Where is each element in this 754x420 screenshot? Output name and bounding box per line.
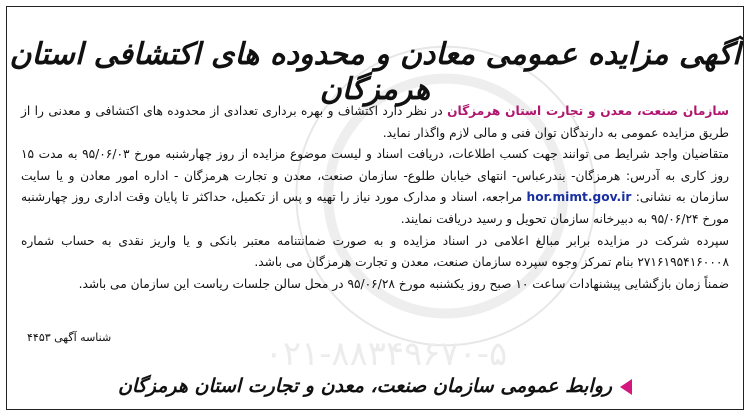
notice-body xyxy=(21,101,729,295)
notice-title: آگهی مزایده عمومی معادن و محدوده های اکتشافی استان هرمزگان xyxy=(9,37,741,107)
watermark-phone: ۰۲۱-۸۸۳۴۹۶۷۰-۵ xyxy=(264,334,508,374)
paragraph-4: ضمناً زمان بازگشایی پیشنهادات ساعت ۱۰ صبح روز یکشنبه مورخ ۹۵/۰۶/۲۸ در محل سالن جلسات ریاست این سازمان می باشد. xyxy=(78,276,729,291)
notice-frame xyxy=(6,6,744,410)
paragraph-2-text-b: مراجعه، اسناد و مدارک مورد نیاز را تهیه و پس از تکمیل، حداکثر تا پایان وقت اداری روز چهارشنبه مورخ ۹۵/۰۶/۲۴ به دبیرخانه سازمان تحویل و رسید دریافت نمایند. xyxy=(21,190,729,226)
arrow-left-icon xyxy=(620,379,632,395)
paragraph-2 xyxy=(21,144,729,230)
paragraph-3: سپرده شرکت در مزایده برابر مبالغ اعلامی در اسناد مزایده و به صورت ضمانتنامه معتبر بانکی و یا واریز نقدی به حساب شماره ۲۷۱۶۱۹۵۴۱۶۰۰۰۸ بنام تمرکز وجوه سپرده سازمان صنعت، معدن و تجارت هرمزگان می باشد. xyxy=(21,233,729,270)
org-name: سازمان صنعت، معدن و تجارت استان هرمزگان xyxy=(447,104,729,118)
footer-text: روابط عمومی سازمان صنعت، معدن و تجارت استان هرمزگان xyxy=(117,375,613,397)
footer-signature xyxy=(7,375,743,397)
paragraph-1-text: در نظر دارد اکتشاف و بهره برداری تعدادی از محدوده های اکتشافی و معدنی را از طریق مزایده عمومی به دارندگان توان فنی و مالی لازم واگذار نماید. xyxy=(21,104,729,140)
website-link[interactable]: hor.mimt.gov.ir xyxy=(526,190,632,205)
paragraph-2-text-a: متقاضیان واجد شرایط می توانند جهت کسب اطلاعات، دریافت اسناد و لیست موضوع مزایده از روز چهارشنبه مورخ ۹۵/۰۶/۰۳ به مدت ۱۵ روز کاری به آدرس: هرمزگان- بندرعباس- انتهای خیابان طلوع- سازمان صنعت، معدن و تجارت هرمزگان - اداره امور معادن و یا سایت سازمان به نشانی: xyxy=(21,147,730,205)
paragraph-1 xyxy=(21,101,729,144)
notice-id: شناسه آگهی ۴۴۵۳ xyxy=(27,331,112,344)
